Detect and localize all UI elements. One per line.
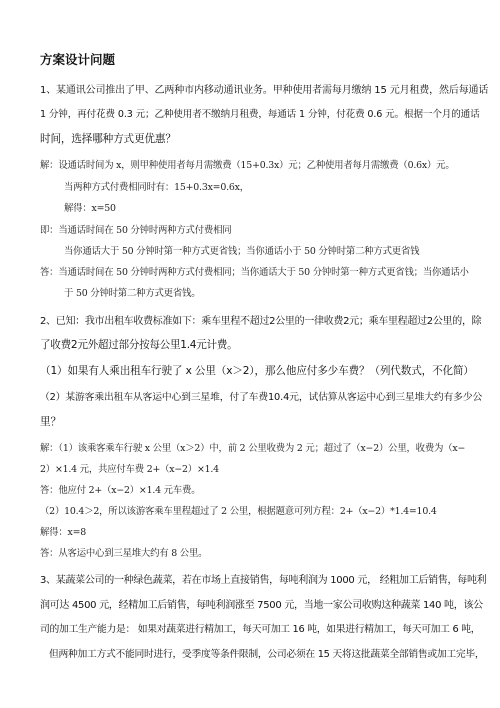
q1-line-2: 1 分钟，再付花费 0.3 元；乙种使用者不缴纳月租费，每通话 1 分钟，付花费 0.6 元。根据一个月的通话	[40, 109, 480, 120]
q3-line-2: 润可达 4500 元，经精加工后销售，每吨利润涨至 7500 元，当地一家公司收购这种蔬菜 140 吨，该公	[40, 600, 483, 611]
q1-line-3: 时间，选择哪种方式更优惠？	[40, 133, 176, 145]
q2-solution-line-1: 解：（1）该乘客乘车行驶 x 公里（x＞2）中，前 2 公里收费为 2 元；超过了（x−2）公里，收费为（x−	[40, 443, 466, 454]
q2-sub-question-2-line-1: （2）某游客乘出租车从客运中心到三星堆，付了车费10.4元，试估算从客运中心到三星堆大约有多少公	[40, 392, 483, 403]
q3-line-1: 3、某蔬菜公司的一种绿色蔬菜，若在市场上直接销售，每吨利润为 1000 元， 经粗加工后销售，每吨利	[40, 575, 487, 586]
q1-solution-line-2: 当两种方式付费相同时有：15+0.3x=0.6x，	[64, 182, 249, 193]
q2-line-2: 了收费2元外超过部分按每公里1.4元计费。	[40, 339, 238, 351]
q1-solution-line-6: 答：当通话时间在 50 分钟时两种方式付费相同；当你通话大于 50 分钟时第一种方式更省钱；当你通话小	[40, 267, 469, 278]
q2-solution-line-5: 解得：x=8	[40, 527, 87, 538]
q3-line-4: 但两种加工方式不能同时进行，受季度等条件限制，公司必须在 15 天将这批蔬菜全部销售或加工完毕，	[49, 649, 485, 660]
document-title: 方案设计问题	[40, 52, 116, 67]
q2-line-1: 2、已知：我市出租车收费标准如下：乘车里程不超过2公里的一律收费2元；乘车里程超过2公里的，除	[40, 316, 482, 327]
q2-solution-line-6: 答：从客运中心到三星堆大约有 8 公里。	[40, 548, 208, 559]
q1-line-1: 1、某通讯公司推出了甲、乙两种市内移动通讯业务。甲种使用者需每月缴纳 15 元月租费，然后每通话	[40, 85, 489, 96]
q2-solution-line-2: 2）×1.4 元，共应付车费 2+（x−2）×1.4	[40, 464, 219, 475]
q3-line-3: 司的加工生产能力是： 如果对蔬菜进行精加工，每天可加工 16 吨，如果进行精加工，每天可加工 6 吨，	[40, 624, 481, 635]
q2-solution-line-3: 答：他应付 2+（x−2）×1.4 元车费。	[40, 485, 201, 496]
q2-sub-question-1: （1）如果有人乘出租车行驶了 x 公里（x＞2），那么他应付多少车费？（列代数式，不化简）	[40, 365, 474, 377]
q2-sub-question-2-line-2: 里？	[40, 416, 61, 428]
q2-solution-line-4: （2）10.4＞2，所以该游客乘车里程超过了 2 公里，根据题意可列方程：2+（x−2）*1.4=10.4	[40, 506, 437, 517]
q1-solution-line-3: 解得：x=50	[64, 203, 116, 214]
q1-solution-line-7: 于 50 分钟时第二种方式更省钱。	[64, 288, 201, 299]
q1-solution-line-1: 解：设通话时间为 x，则甲种使用者每月需缴费（15+0.3x）元；乙种使用者每月需缴费（0.6x）元。	[40, 160, 455, 171]
q1-solution-line-4: 即：当通话时间在 50 分钟时两种方式付费相同	[40, 225, 232, 236]
q1-solution-line-5: 当你通话大于 50 分钟时第一种方式更省钱；当你通话小于 50 分钟时第二种方式更省钱	[64, 246, 420, 257]
